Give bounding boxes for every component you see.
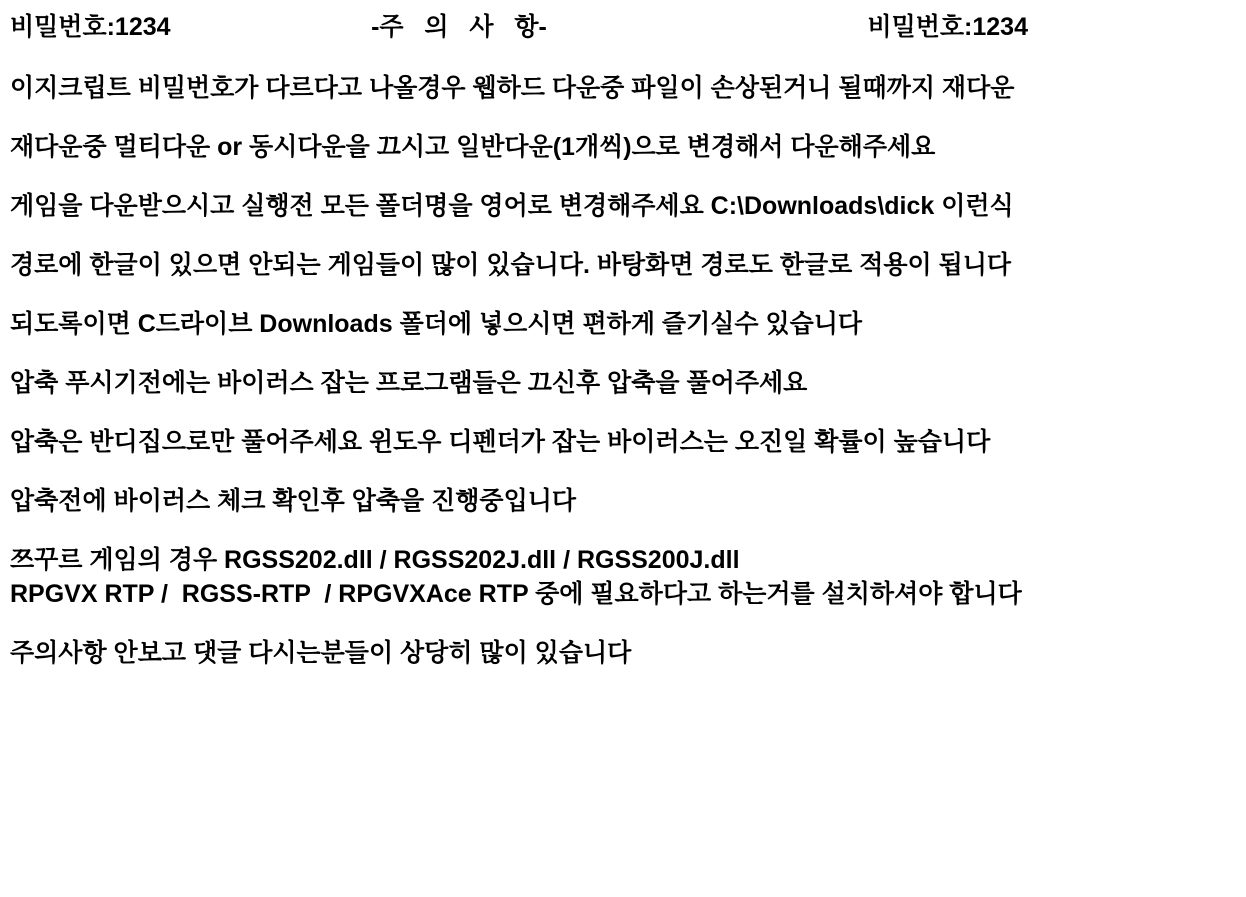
page-title: -주 의 사 항-: [371, 13, 547, 41]
notice-line-9: 쯔꾸르 게임의 경우 RGSS202.dll / RGSS202J.dll / RGSS200J.dll: [10, 546, 740, 574]
notice-line-5: 되도록이면 C드라이브 Downloads 폴더에 넣으시면 편하게 즐기실수 있습니다: [10, 310, 863, 338]
password-label-right: 비밀번호:1234: [867, 13, 1028, 41]
notice-line-2: 재다운중 멀티다운 or 동시다운을 끄시고 일반다운(1개씩)으로 변경해서 다운해주세요: [10, 133, 936, 161]
password-label-left: 비밀번호:1234: [10, 13, 171, 41]
notice-line-3: 게임을 다운받으시고 실행전 모든 폴더명을 영어로 변경해주세요 C:\Downloads\dick 이런식: [10, 192, 1014, 220]
notice-line-6: 압축 푸시기전에는 바이러스 잡는 프로그램들은 끄신후 압축을 풀어주세요: [10, 369, 808, 397]
notice-line-11: 주의사항 안보고 댓글 다시는분들이 상당히 많이 있습니다: [10, 639, 632, 667]
notice-line-4: 경로에 한글이 있으면 안되는 게임들이 많이 있습니다. 바탕화면 경로도 한글로 적용이 됩니다: [10, 251, 1012, 279]
document-header: [8, 10, 1238, 44]
notice-line-8: 압축전에 바이러스 체크 확인후 압축을 진행중입니다: [10, 487, 577, 515]
notice-line-1: 이지크립트 비밀번호가 다르다고 나올경우 웹하드 다운중 파일이 손상된거니 될때까지 재다운: [10, 74, 1015, 102]
notice-line-7: 압축은 반디집으로만 풀어주세요 윈도우 디펜더가 잡는 바이러스는 오진일 확률이 높습니다: [10, 428, 991, 456]
notice-line-10: RPGVX RTP / RGSS-RTP / RPGVXAce RTP 중에 필요하다고 하는거를 설치하셔야 합니다: [10, 580, 1022, 608]
